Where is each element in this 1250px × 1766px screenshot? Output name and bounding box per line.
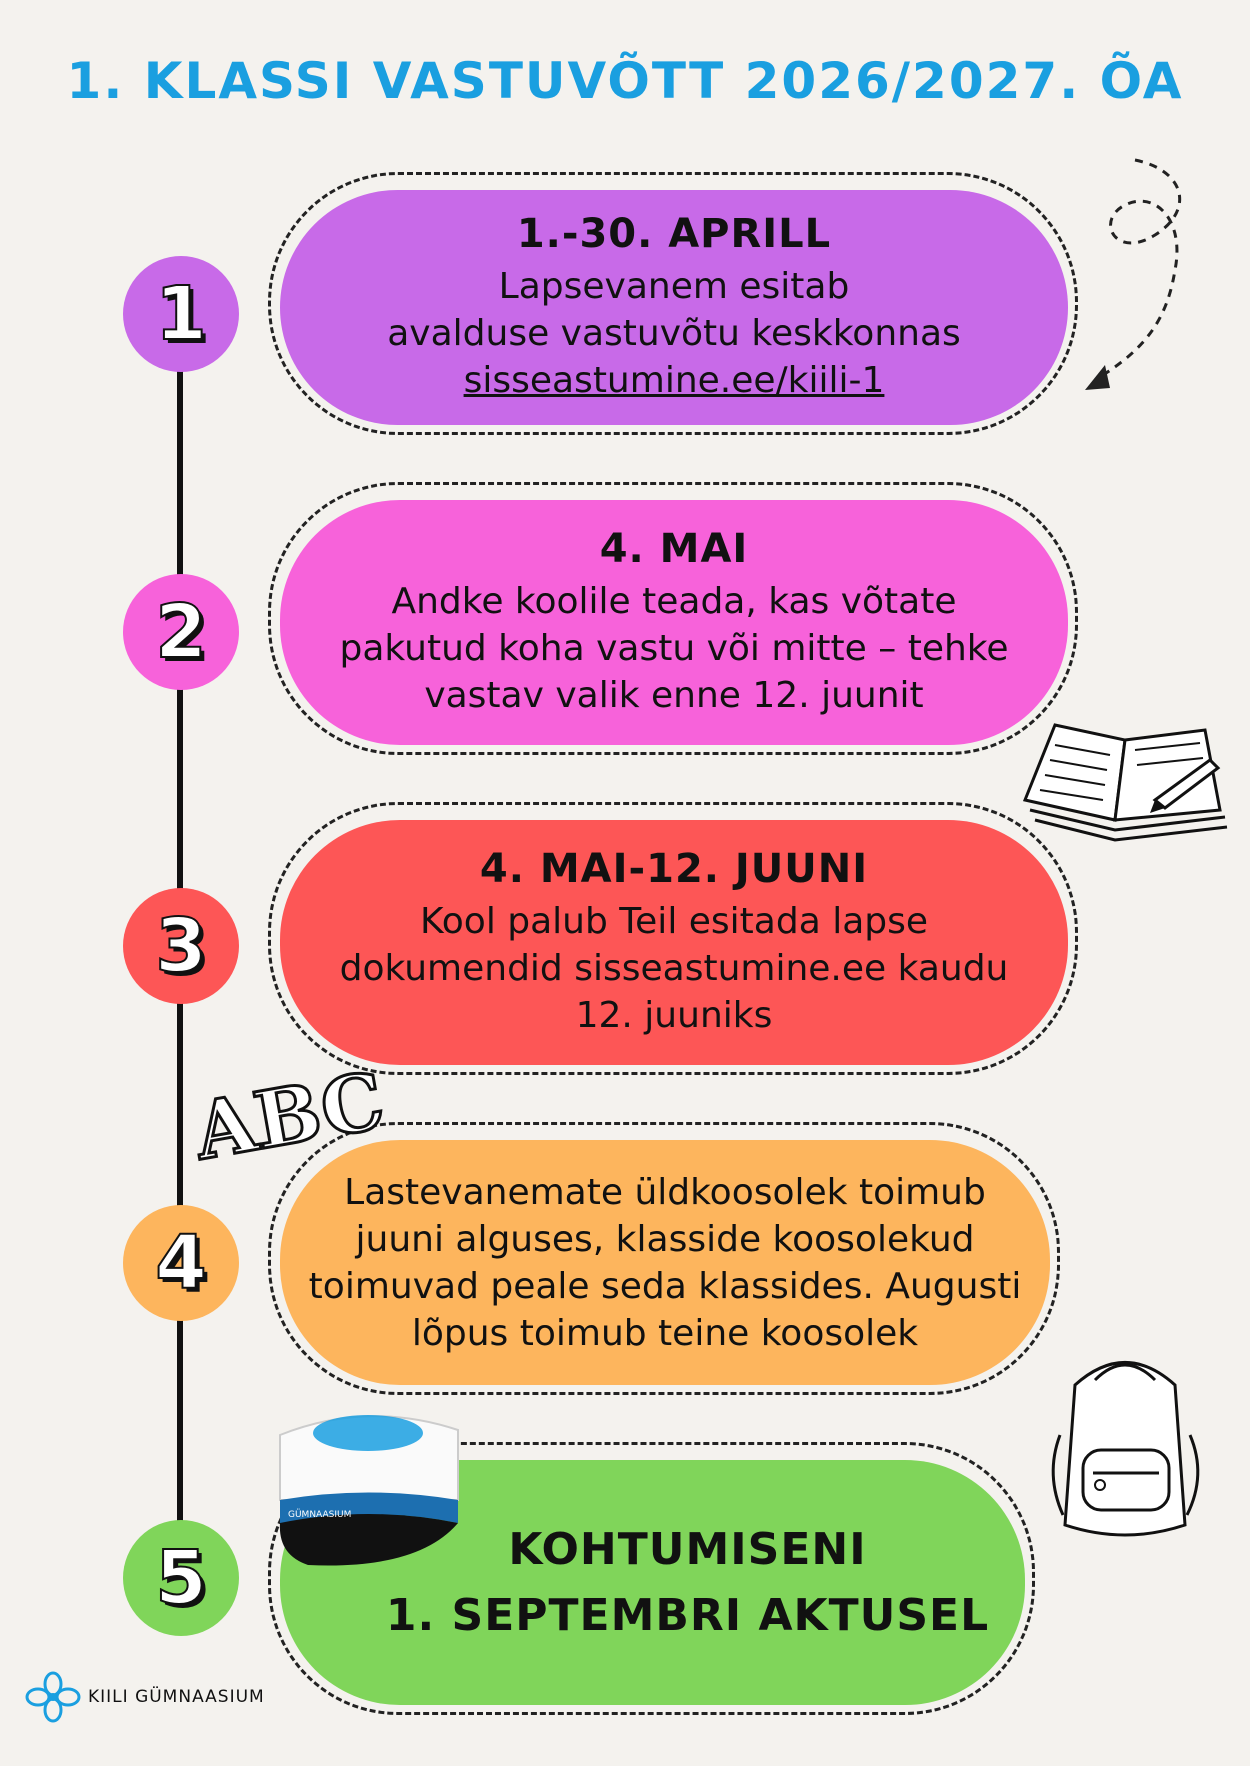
application-link[interactable]: sisseastumine.ee/kiili-1	[463, 360, 885, 401]
step-text-line: juuni alguses, klasside koosolekud	[355, 1218, 975, 1260]
step-text	[387, 263, 961, 404]
step-number-4: 4	[123, 1205, 239, 1321]
book-pencil-icon	[1015, 705, 1235, 850]
step-number-3: 3	[123, 888, 239, 1004]
page-title: 1. KLASSI VASTUVÕTT 2026/2027. ÕA	[66, 52, 1184, 110]
step-number-5: 5	[123, 1520, 239, 1636]
dashed-arrow-icon	[1075, 150, 1205, 400]
step-text-line: toimuvad peale seda klassides. Augusti	[308, 1265, 1022, 1307]
abc-text: ABC	[187, 1055, 391, 1178]
step-heading: 1.-30. APRILL	[516, 211, 832, 257]
step-big-line: KOHTUMISENI	[508, 1523, 867, 1575]
step-text-line: Andke koolile teada, kas võtate	[391, 581, 957, 622]
step-text-line: 12. juuniks	[575, 995, 773, 1036]
backpack-icon	[1035, 1345, 1215, 1545]
step-text-line: lõpus toimub teine koosolek	[411, 1312, 919, 1354]
abc-letters-icon	[187, 1050, 391, 1178]
step-text	[340, 898, 1009, 1039]
step-heading: 4. MAI-12. JUUNI	[479, 846, 869, 892]
step-text-line: avalduse vastuvõtu keskkonnas	[387, 313, 961, 354]
step-text-line: vastav valik enne 12. juunit	[424, 675, 924, 716]
step-card-3	[280, 820, 1068, 1065]
step-text	[339, 578, 1008, 719]
step-text-line: dokumendid sisseastumine.ee kaudu	[339, 948, 1009, 989]
step-big-line: 1. SEPTEMBRI AKTUSEL	[385, 1589, 990, 1641]
school-cap-icon	[268, 1405, 468, 1570]
step-card-1	[280, 190, 1068, 425]
step-card-4	[280, 1140, 1050, 1385]
school-logo	[26, 1672, 265, 1722]
step-number-1: 1	[123, 256, 239, 372]
step-heading: 4. MAI	[599, 526, 749, 572]
step-text-line: pakutud koha vastu või mitte – tehke	[339, 628, 1009, 669]
cap-text: GÜMNAASIUM	[288, 1510, 352, 1520]
kiili-flower-logo-icon	[26, 1672, 80, 1722]
step-text-line: Lapsevanem esitab	[498, 266, 850, 307]
step-text-line: Kool palub Teil esitada lapse	[419, 901, 929, 942]
logo-text: KIILI GÜMNAASIUM	[88, 1687, 265, 1707]
step-card-2	[280, 500, 1068, 745]
step-text	[309, 1169, 1022, 1357]
step-number-2: 2	[123, 574, 239, 690]
step-text-line: Lastevanemate üldkoosolek toimub	[344, 1171, 986, 1213]
